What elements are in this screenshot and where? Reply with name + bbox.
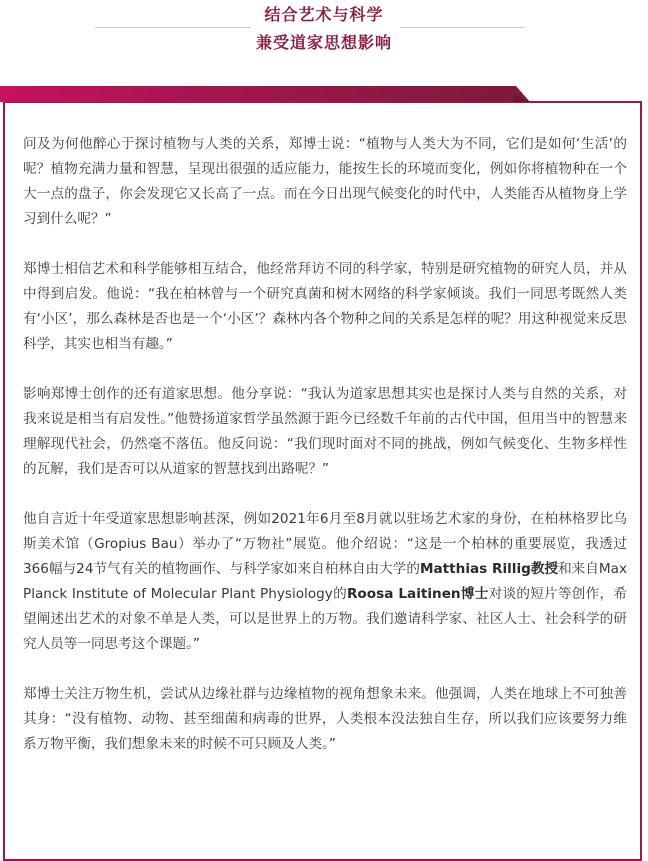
title-rule-left — [95, 27, 250, 28]
paragraph-4 — [23, 507, 627, 657]
bold-name-rillig: Matthias Rillig教授 — [419, 561, 559, 577]
paragraph-4-part-d: 对谈的短片等创作，希望阐述出艺术的对象不单是人类，可以是世界上的万物。我们邀请科学家、社区人士、社会科学的研究人员等一同思考这个课题。” — [23, 586, 628, 652]
article-body — [23, 132, 627, 782]
decorative-banner — [0, 86, 530, 102]
paragraph-1: 问及为何他醉心于探讨植物与人类的关系，郑博士说：“植物与人类大为不同，它们是如何‘生活’的呢？植物充满力量和智慧，呈现出很强的适应能力，能按生长的环境而变化，例如你将植物种在一个大一点的盘子，你会发现它又长高了一点。而在今日出现气候变化的时代中，人类能否从植物身上学习到什么呢？” — [23, 136, 627, 227]
paragraph-2: 郑博士相信艺术和科学能够相互结合，他经常拜访不同的科学家，特别是研究植物的研究人员，并从中得到启发。他说：“我在柏林曾与一个研究真菌和树木网络的科学家倾谈。我们一同思考既然人类有‘小区’，那么森林是否也是一个‘小区’？森林内各个物种之间的关系是怎样的呢？用这种视觉来反思科学，其实也相当有趣。” — [23, 261, 627, 352]
paragraph-3: 影响郑博士创作的还有道家思想。他分享说：“我认为道家思想其实也是探讨人类与自然的关系，对我来说是相当有启发性。”他赞扬道家哲学虽然源于距今已经数千年前的古代中国，但用当中的智慧来理解现代社会，仍然毫不落伍。他反问说：“我们现时面对不同的挑战，例如气候变化、生物多样性的瓦解，我们是否可以从道家的智慧找到出路呢？” — [23, 386, 627, 477]
header — [0, 0, 648, 60]
paragraph-5: 郑博士关注万物生机，尝试从边缘社群与边缘植物的视角想象未来。他强调，人类在地球上不可独善其身：“没有植物、动物、甚至细菌和病毒的世界，人类根本没法独自生存，所以我们应该要努力维系万物平衡，我们想象未来的时候不可只顾及人类。” — [23, 686, 627, 752]
section-title-line-1: 结合艺术与科学 — [264, 5, 384, 24]
paragraph-4-part-a: 他自言近十年受道家思想影响甚深，例如2021年6月至8月就以驻场艺术家的身份，在柏林格罗比乌斯美术馆（Gropius Bau）举办了“万物社”展览。他介绍说：“这是一个柏林的重要展览，我透过366幅与24节气有关的植物画作、与科学家如来自柏林自由大学的 — [23, 511, 627, 577]
paragraph-4-part-c: 和来自Max Planck Institute of Molecular Plant Physiology的 — [23, 561, 627, 602]
section-title-line-2: 兼受道家思想影响 — [255, 33, 392, 52]
title-rule-right — [400, 27, 525, 28]
bold-name-laitinen: Roosa Laitinen博士 — [346, 586, 489, 602]
